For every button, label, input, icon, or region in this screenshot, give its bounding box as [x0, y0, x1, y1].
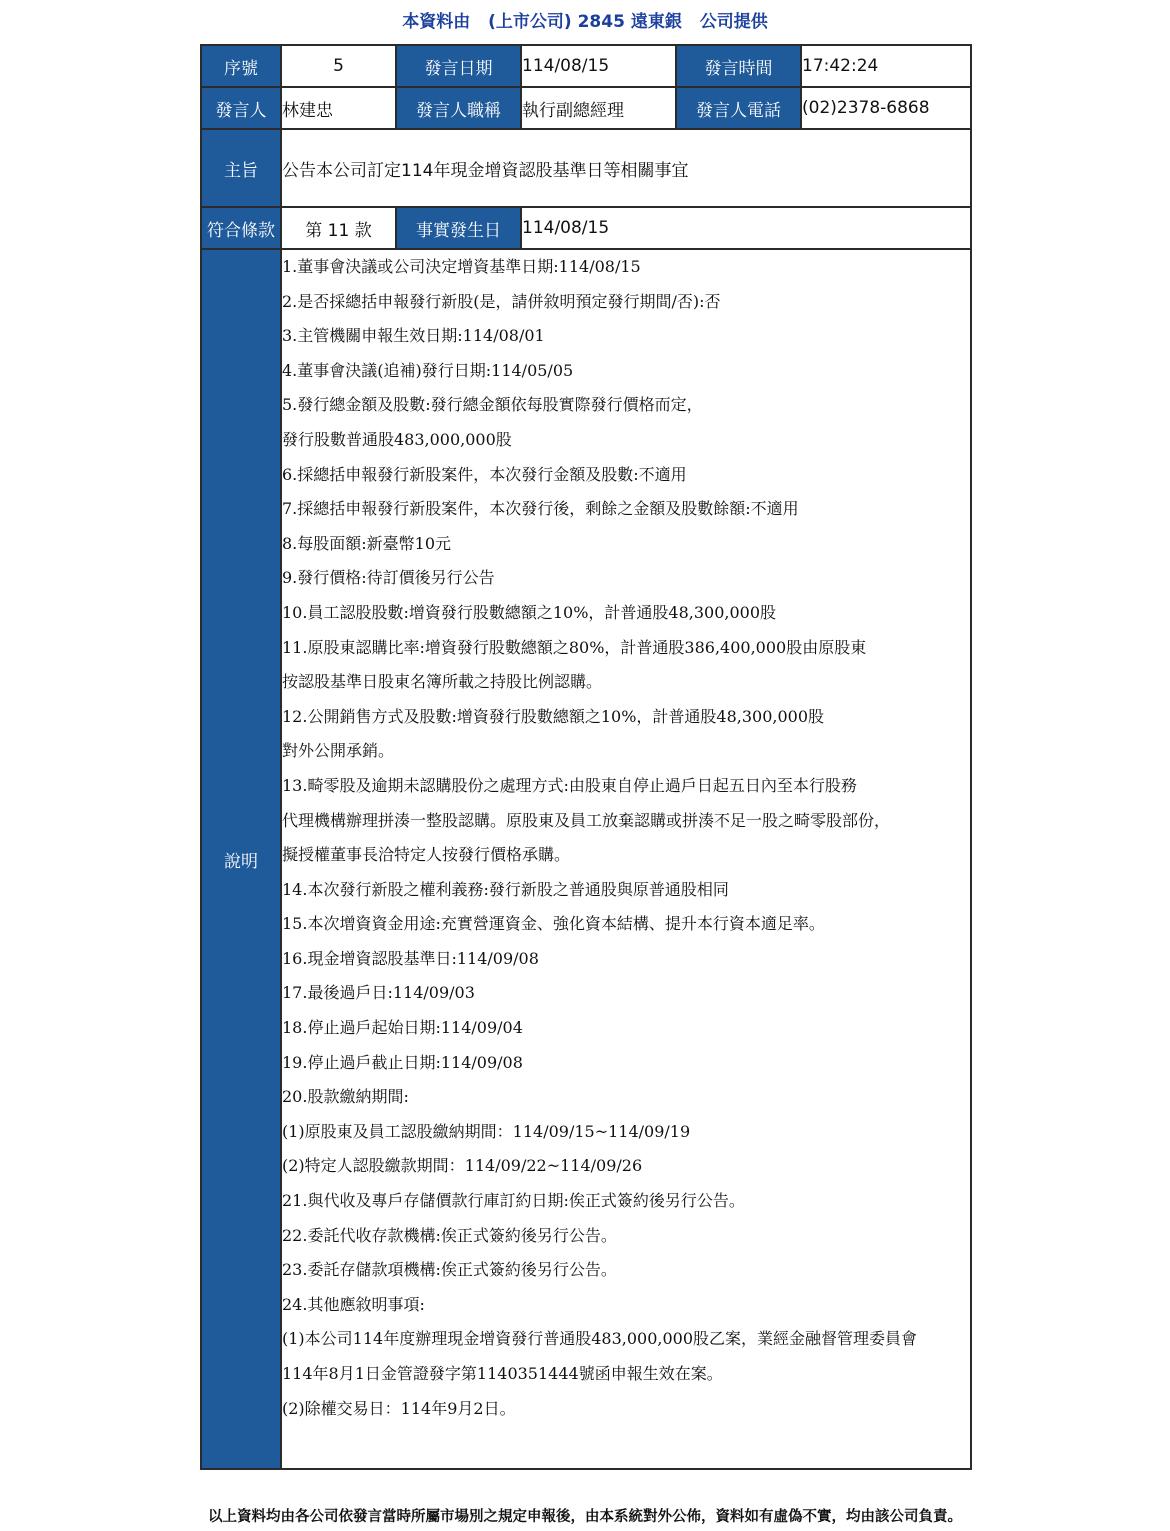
- description-line: 8.每股面額:新臺幣10元: [282, 533, 452, 553]
- header-suffix: 公司提供: [699, 12, 768, 32]
- time-label: 發言時間: [676, 45, 801, 87]
- description-line: 4.董事會決議(追補)發行日期:114/05/05: [282, 360, 574, 380]
- seq-label: 序號: [201, 45, 281, 87]
- description-line: 16.現金增資認股基準日:114/09/08: [282, 948, 539, 968]
- description-line: 6.採總括申報發行新股案件，本次發行金額及股數:不適用: [282, 464, 687, 484]
- description-line: 擬授權董事長洽特定人按發行價格承購。: [282, 845, 571, 865]
- description-line: (1)原股東及員工認股繳納期間：114/09/15~114/09/19: [282, 1121, 691, 1141]
- description-line: 23.委託存儲款項機構:俟正式簽約後另行公告。: [282, 1260, 617, 1280]
- description-line: 22.委託代收存款機構:俟正式簽約後另行公告。: [282, 1225, 617, 1245]
- description-line: 10.員工認股股數:增資發行股數總額之10%，計普通股48,300,000股: [282, 602, 777, 622]
- description-line: 15.本次增資資金用途:充實營運資金、強化資本結構、提升本行資本適足率。: [282, 914, 825, 934]
- description-line: 發行股數普通股483,000,000股: [282, 429, 512, 449]
- date-label: 發言日期: [396, 45, 521, 87]
- description-body: [281, 249, 971, 1469]
- description-line: 21.與代收及專戶存儲價款行庫訂約日期:俟正式簽約後另行公告。: [282, 1191, 745, 1211]
- disclaimer-footer: 以上資料均由各公司依發言當時所屬市場別之規定申報後，由本系統對外公佈，資料如有虛偽不實，均由該公司負責。: [208, 1509, 962, 1525]
- speaker-title-label: 發言人職稱: [396, 87, 521, 129]
- description-line: 11.原股東認購比率:增資發行股數總額之80%，計普通股386,400,000股由原股東: [282, 637, 867, 657]
- description-line: 12.公開銷售方式及股數:增資發行股數總額之10%，計普通股48,300,000股: [282, 706, 825, 726]
- description-line: 17.最後過戶日:114/09/03: [282, 983, 475, 1003]
- description-line: 9.發行價格:待訂價後另行公告: [282, 568, 495, 588]
- description-line: 5.發行總金額及股數:發行總金額依每股實際發行價格而定，: [282, 395, 703, 415]
- description-line: 1.董事會決議或公司決定增資基準日期:114/08/15: [282, 257, 641, 276]
- table-row: [201, 45, 971, 87]
- description-line: 按認股基準日股東名簿所載之持股比例認購。: [282, 672, 603, 692]
- description-line: 18.停止過戶起始日期:114/09/04: [282, 1018, 523, 1038]
- description-line: 13.畸零股及逾期未認購股份之處理方式:由股東自停止過戶日起五日內至本行股務: [282, 775, 857, 795]
- description-line: (1)本公司114年度辦理現金增資發行普通股483,000,000股乙案，業經金融督管理委員會: [282, 1329, 917, 1349]
- speaker-label: 發言人: [201, 87, 281, 129]
- phone-value: (02)2378-6868: [801, 87, 971, 129]
- date-value: 114/08/15: [521, 45, 676, 87]
- description-line: 20.股款繳納期間:: [282, 1087, 409, 1107]
- description-line: 14.本次發行新股之權利義務:發行新股之普通股與原普通股相同: [282, 879, 729, 899]
- table-row: [201, 129, 971, 207]
- description-line: (2)特定人認股繳款期間：114/09/22~114/09/26: [282, 1156, 643, 1176]
- description-line: 3.主管機關申報生效日期:114/08/01: [282, 326, 545, 346]
- speaker-value: 林建忠: [281, 87, 396, 129]
- page-header: [0, 11, 1170, 33]
- subject-label: 主旨: [201, 129, 281, 207]
- subject-value: 公告本公司訂定114年現金增資認股基準日等相關事宜: [281, 129, 971, 207]
- description-line: 2.是否採總括申報發行新股(是，請併敘明預定發行期間/否):否: [282, 291, 721, 311]
- table-row: [201, 207, 971, 249]
- header-prefix: 本資料由: [402, 12, 471, 32]
- description-lines: [282, 250, 970, 1426]
- description-line: 代理機構辦理拼湊一整股認購。原股東及員工放棄認購或拼湊不足一股之畸零股部份，: [282, 810, 891, 830]
- seq-value: 5: [281, 45, 396, 87]
- description-line: 7.採總括申報發行新股案件，本次發行後，剩餘之金額及股數餘額:不適用: [282, 499, 799, 519]
- time-value: 17:42:24: [801, 45, 971, 87]
- description-line: 114年8月1日金管證發字第1140351444號函申報生效在案。: [282, 1364, 723, 1383]
- description-line: 24.其他應敘明事項:: [282, 1294, 425, 1314]
- clause-label: 符合條款: [201, 207, 281, 249]
- clause-value: 第 11 款: [281, 207, 396, 249]
- announcement-table: [200, 44, 972, 1470]
- description-line: 對外公開承銷。: [282, 741, 395, 761]
- table-row: [201, 249, 971, 1469]
- description-label: 說明: [201, 249, 281, 1469]
- description-line: 19.停止過戶截止日期:114/09/08: [282, 1052, 523, 1072]
- speaker-title-value: 執行副總經理: [521, 87, 676, 129]
- fact-date-value: 114/08/15: [521, 207, 971, 249]
- fact-date-label: 事實發生日: [396, 207, 521, 249]
- description-line: (2)除權交易日：114年9月2日。: [282, 1398, 516, 1418]
- table-row: [201, 87, 971, 129]
- header-company: (上市公司) 2845 遠東銀: [488, 12, 682, 32]
- phone-label: 發言人電話: [676, 87, 801, 129]
